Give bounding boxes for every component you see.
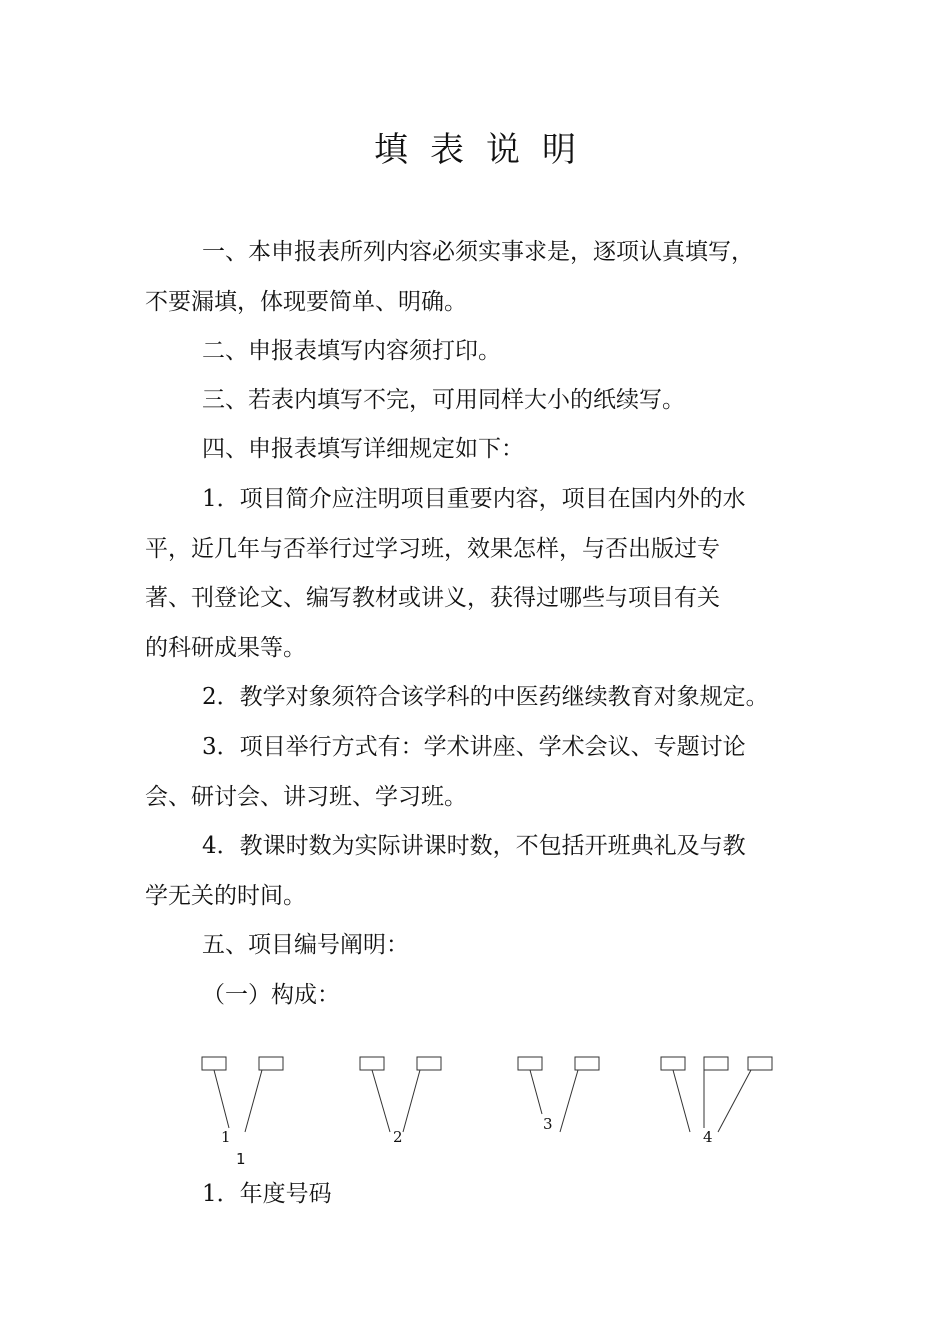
digit-box xyxy=(360,1057,384,1070)
diagram-graphic xyxy=(0,1040,950,1180)
connector-line xyxy=(560,1070,578,1132)
connector-line xyxy=(214,1070,229,1128)
year-number-item xyxy=(145,1170,825,1220)
number-structure-diagram xyxy=(0,1040,950,1180)
subsection-heading-composition xyxy=(145,971,825,1021)
rule-line: 学无关的时间。 xyxy=(145,882,306,909)
year-number-line: 1．年度号码 xyxy=(202,1181,332,1207)
instruction-line: 二、申报表填写内容须打印。 xyxy=(202,338,501,364)
diagram-footnote: 1 xyxy=(236,1150,246,1168)
digit-box xyxy=(259,1057,283,1070)
digit-box xyxy=(575,1057,599,1070)
rule-line: 会、研讨会、讲习班、学习班。 xyxy=(145,783,467,810)
rule-item-2 xyxy=(145,673,825,723)
instruction-line: 四、申报表填写详细规定如下： xyxy=(202,436,524,462)
connector-line xyxy=(530,1070,542,1114)
digit-box xyxy=(518,1057,542,1070)
rule-item-4 xyxy=(145,822,825,921)
instruction-item-2 xyxy=(145,327,825,377)
page-title: 填表说明 xyxy=(374,130,598,170)
instruction-item-1 xyxy=(145,228,825,327)
rule-line: 的科研成果等。 xyxy=(145,634,306,661)
instruction-line: 不要漏填，体现要简单、明确。 xyxy=(145,288,467,315)
digit-box xyxy=(748,1057,772,1070)
rule-item-3 xyxy=(145,723,825,822)
section-heading-numbering xyxy=(145,921,825,971)
subsection-line: （一）构成： xyxy=(202,982,340,1008)
instruction-item-3 xyxy=(145,376,825,426)
instruction-item-4 xyxy=(145,425,825,475)
digit-box xyxy=(661,1057,685,1070)
diagram-label-3: 3 xyxy=(543,1115,553,1133)
connector-line xyxy=(245,1070,262,1132)
connector-line xyxy=(403,1070,420,1132)
diagram-label-2: 2 xyxy=(393,1128,403,1146)
rule-line: 2．教学对象须符合该学科的中医药继续教育对象规定。 xyxy=(202,684,769,710)
rule-line: 平，近几年与否举行过学习班，效果怎样，与否出版过专 xyxy=(145,535,720,562)
rule-line: 著、刊登论文、编写教材或讲义，获得过哪些与项目有关 xyxy=(145,585,720,611)
digit-box xyxy=(202,1057,226,1070)
rule-line: 1．项目简介应注明项目重要内容，项目在国内外的水 xyxy=(202,486,746,512)
section-line: 五、项目编号阐明： xyxy=(202,932,409,958)
connector-line xyxy=(673,1070,690,1132)
connector-line xyxy=(372,1070,390,1132)
rule-line: 3．项目举行方式有：学术讲座、学术会议、专题讨论 xyxy=(202,734,746,760)
instruction-line: 三、若表内填写不完，可用同样大小的纸续写。 xyxy=(202,387,685,413)
digit-box xyxy=(417,1057,441,1070)
instruction-line: 一、本申报表所列内容必须实事求是，逐项认真填写， xyxy=(202,239,754,265)
diagram-label-4: 4 xyxy=(703,1128,713,1146)
diagram-label-1: 1 xyxy=(221,1128,231,1146)
digit-box xyxy=(704,1057,728,1070)
rule-item-1 xyxy=(145,475,825,673)
connector-line xyxy=(718,1070,751,1132)
rule-line: 4．教课时数为实际讲课时数，不包括开班典礼及与教 xyxy=(202,833,746,859)
